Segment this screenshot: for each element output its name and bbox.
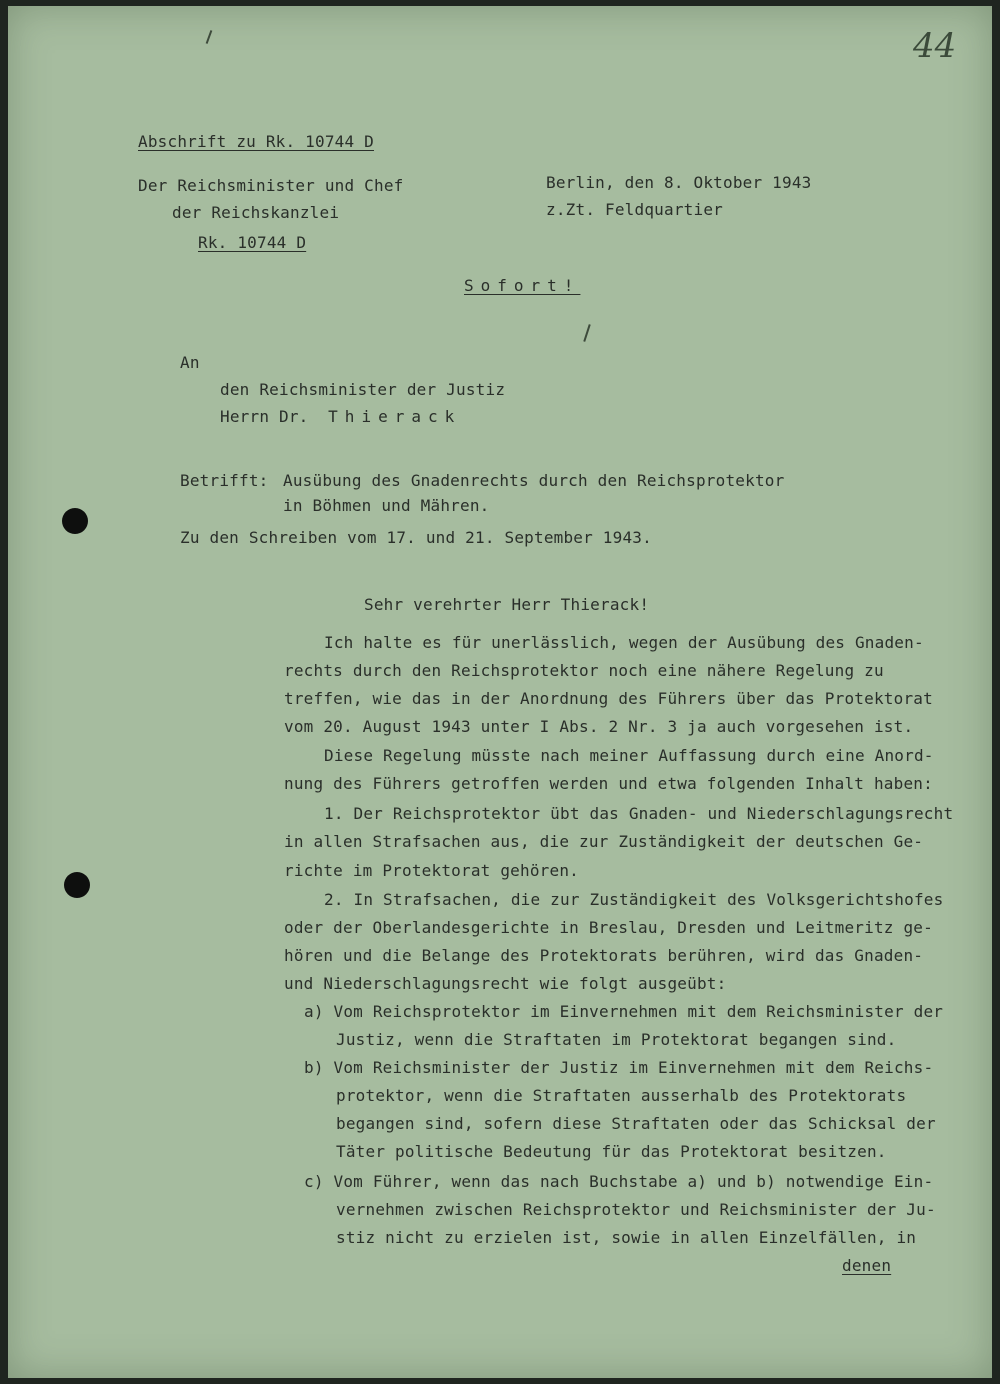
body-line: b) Vom Reichsminister der Justiz im Einvernehmen mit dem Reichs-: [304, 1058, 934, 1077]
subject-line-1: Ausübung des Gnadenrechts durch den Reichsprotektor: [283, 471, 785, 490]
recipient-name: Thierack: [328, 407, 462, 426]
body-line: Täter politische Bedeutung für das Protektorat besitzen.: [336, 1142, 887, 1161]
place-date: Berlin, den 8. Oktober 1943: [546, 173, 812, 192]
subject-line-2: in Böhmen und Mähren.: [283, 496, 490, 515]
sender-reference: Rk. 10744 D: [198, 233, 307, 252]
body-line: protektor, wenn die Straftaten ausserhalb des Protektorats: [336, 1086, 907, 1105]
body-line: nung des Führers getroffen werden und etwa folgenden Inhalt haben:: [284, 774, 933, 793]
pencil-mark: [583, 324, 590, 342]
body-line: stiz nicht zu erzielen ist, sowie in allen Einzelfällen, in: [336, 1228, 917, 1247]
sender-line-2: der Reichskanzlei: [172, 203, 340, 222]
body-line: Ich halte es für unerlässlich, wegen der Ausübung des Gnaden-: [324, 633, 924, 652]
body-line: rechts durch den Reichsprotektor noch eine nähere Regelung zu: [284, 661, 884, 680]
catchword: denen: [842, 1256, 892, 1275]
document-page: [8, 6, 992, 1378]
body-line: a) Vom Reichsprotektor im Einvernehmen mit dem Reichsminister der: [304, 1002, 944, 1021]
body-line: vom 20. August 1943 unter I Abs. 2 Nr. 3 ja auch vorgesehen ist.: [284, 717, 914, 736]
body-line: Diese Regelung müsste nach meiner Auffassung durch eine Anord-: [324, 746, 934, 765]
urgency-mark: Sofort!: [464, 276, 581, 295]
body-line: richte im Protektorat gehören.: [284, 861, 579, 880]
location: z.Zt. Feldquartier: [546, 200, 723, 219]
body-line: c) Vom Führer, wenn das nach Buchstabe a) und b) notwendige Ein-: [304, 1172, 934, 1191]
sender-line-1: Der Reichsminister und Chef: [138, 176, 404, 195]
page-number: 44: [913, 26, 957, 66]
subject-label: Betrifft:: [180, 471, 269, 490]
body-line: 1. Der Reichsprotektor übt das Gnaden- und Niederschlagungsrecht: [324, 804, 954, 823]
body-line: 2. In Strafsachen, die zur Zuständigkeit des Volksgerichtshofes: [324, 890, 944, 909]
body-line: und Niederschlagungsrecht wie folgt ausgeübt:: [284, 974, 727, 993]
recipient-an: An: [180, 353, 200, 372]
body-line: begangen sind, sofern diese Straftaten oder das Schicksal der: [336, 1114, 936, 1133]
body-line: in allen Strafsachen aus, die zur Zuständigkeit der deutschen Ge-: [284, 832, 924, 851]
punch-hole-lower: [64, 872, 90, 898]
recipient-line-1: den Reichsminister der Justiz: [220, 380, 506, 399]
body-line: Justiz, wenn die Straftaten im Protektorat begangen sind.: [336, 1030, 897, 1049]
salutation: Sehr verehrter Herr Thierack!: [364, 595, 650, 614]
body-line: treffen, wie das in der Anordnung des Führers über das Protektorat: [284, 689, 933, 708]
body-line: vernehmen zwischen Reichsprotektor und Reichsminister der Ju-: [336, 1200, 936, 1219]
copy-reference: Abschrift zu Rk. 10744 D: [138, 132, 374, 151]
pencil-mark: [206, 30, 213, 44]
punch-hole-upper: [62, 508, 88, 534]
recipient-line-2: [220, 407, 461, 427]
body-line: hören und die Belange des Protektorats berühren, wird das Gnaden-: [284, 946, 924, 965]
subject-reference: Zu den Schreiben vom 17. und 21. September 1943.: [180, 528, 652, 547]
body-line: oder der Oberlandesgerichte in Breslau, Dresden und Leitmeritz ge-: [284, 918, 933, 937]
recipient-title: Herrn Dr.: [220, 407, 309, 426]
